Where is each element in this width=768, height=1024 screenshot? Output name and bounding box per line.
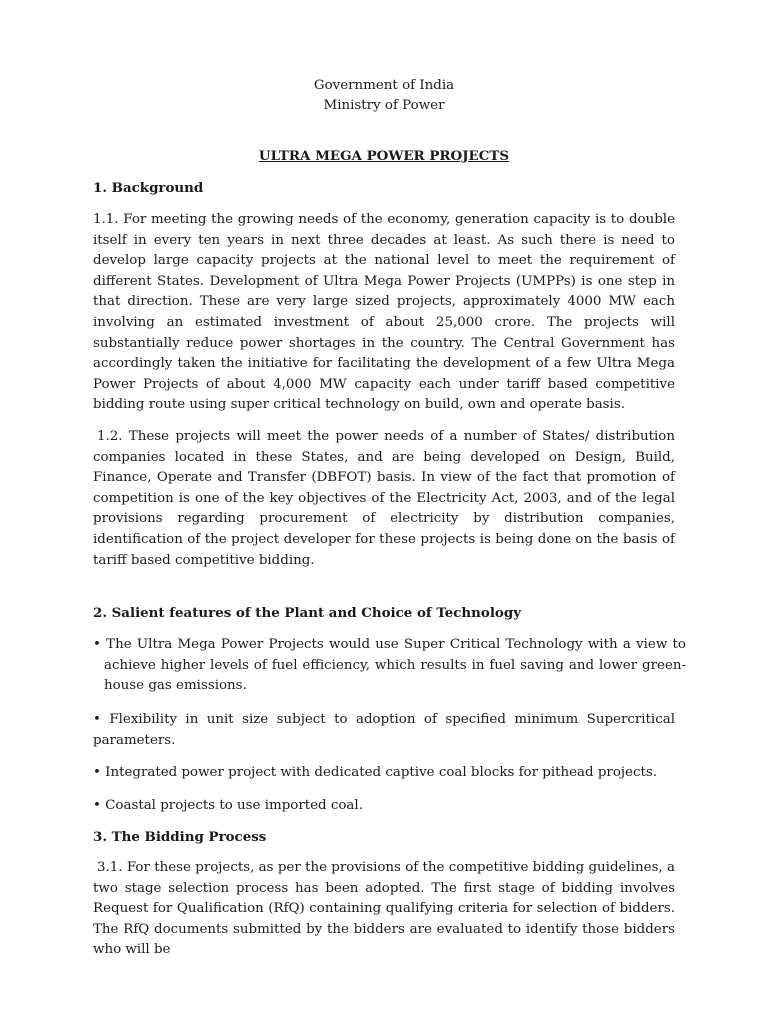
bullet-flexibility: • Flexibility in unit size subject to adoption of specified minimum Supercritical parameters. (93, 712, 675, 748)
bullet-integrated: • Integrated power project with dedicated captive coal blocks for pithead projects. (93, 765, 657, 780)
bullet-coastal: • Coastal projects to use imported coal. (93, 798, 363, 813)
bullet-super-critical: • The Ultra Mega Power Projects would use Super Critical Technology with a view to achieve higher levels of fuel efficiency, which results in fuel saving and lower green-house gas emissions. (93, 637, 686, 694)
paragraph-1-2: 1.2. These projects will meet the power needs of a number of States/ distribution companies located in these States, and are being developed on Design, Build, Finance, Operate and Transfer (DBFOT) basis. In view of the fact that promotion of competition is one of the key objectives of the Electricity Act, 2003, and of the legal provisions regarding procurement of electricity by distribution companies, identification of the project developer for these projects is being done on the basis of tariff based competitive bidding. (93, 429, 675, 568)
paragraph-3-1: 3.1. For these projects, as per the provisions of the competitive bidding guidelines, a two stage selection process has been adopted. The first stage of bidding involves Request for Qualification (RfQ) containing qualifying criteria for selection of bidders. The RfQ documents submitted by the bidders are evaluated to identify those bidders who will be (93, 860, 675, 958)
header-ministry: Ministry of Power (323, 98, 445, 113)
paragraph-1-1: 1.1. For meeting the growing needs of the economy, generation capacity is to double itself in every ten years in next three decades at least. As such there is need to develop large capacity projects at the national level to meet the requirement of different States. Development of Ultra Mega Power Projects (UMPPs) is one step in that direction. These are very large sized projects, approximately 4000 MW each involving an estimated investment of about 25,000 crore. The projects will substantially reduce power shortages in the country. The Central Government has accordingly taken the initiative for facilitating the development of a few Ultra Mega Power Projects of about 4,000 MW capacity each under tariff based competitive bidding route using super critical technology on build, own and operate basis. (93, 212, 675, 413)
document-title: ULTRA MEGA POWER PROJECTS (258, 148, 510, 164)
section-heading-salient-features: 2. Salient features of the Plant and Choice of Technology (93, 605, 521, 621)
section-heading-background: 1. Background (93, 180, 204, 196)
section-heading-bidding: 3. The Bidding Process (93, 829, 267, 845)
header-government: Government of India (313, 78, 455, 93)
